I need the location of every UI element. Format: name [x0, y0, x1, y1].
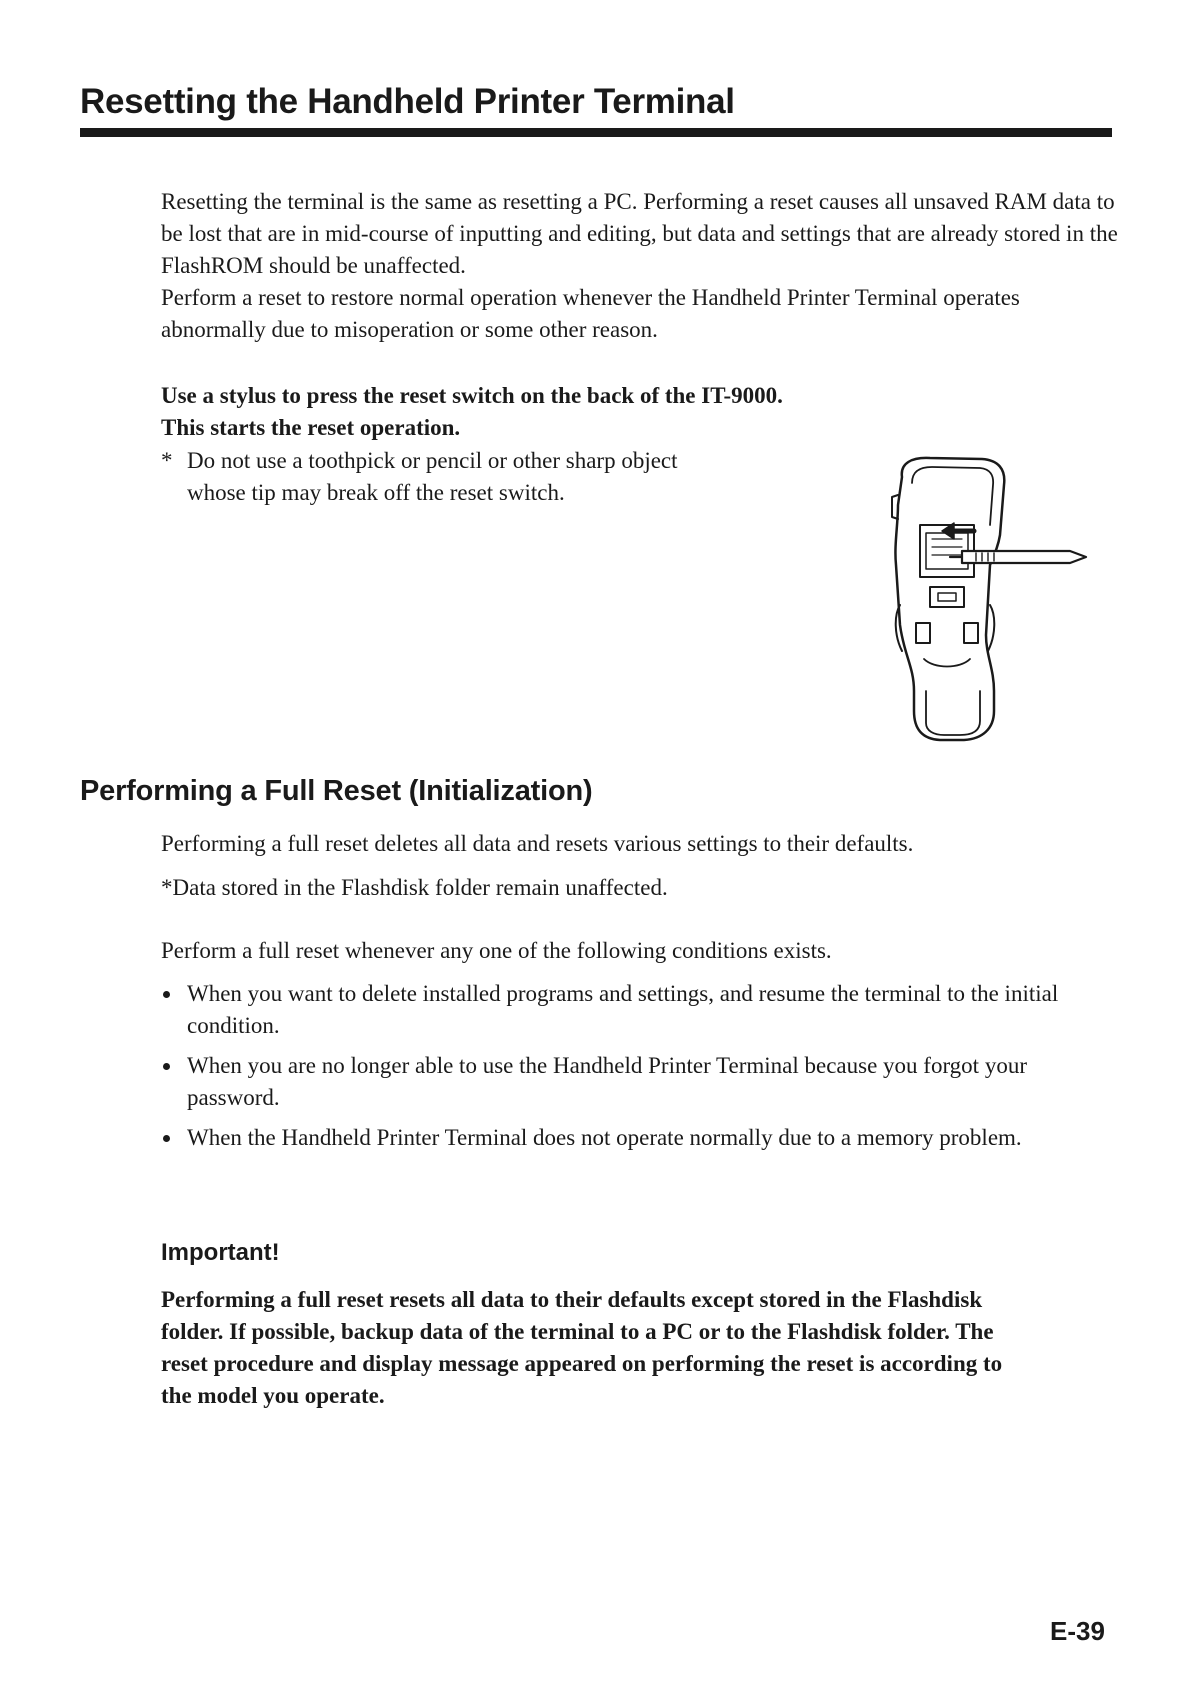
bullet-icon — [163, 1135, 170, 1142]
list-item-text: When you are no longer able to use the Handheld Printer Terminal because you forgot your password. — [187, 1053, 1027, 1110]
list-item — [161, 1050, 1121, 1114]
important-text: Performing a full reset resets all data to their defaults except stored in the Flashdisk folder. If possible, backup data of the terminal to a PC or to the Flashdisk folder. The reset procedure and display message appeared on performing the reset is according to the model you operate. — [161, 1287, 1003, 1408]
intro-paragraph-2: Perform a reset to restore normal operation whenever the Handheld Printer Terminal operates abnormally due to misoperation or some other reason. — [161, 285, 1020, 342]
page-number: E-39 — [1050, 1616, 1105, 1646]
full-reset-description: Performing a full reset deletes all data and resets various settings to their defaults. — [161, 831, 914, 856]
important-notice — [161, 1284, 1021, 1412]
list-item — [161, 1122, 1121, 1154]
handheld-terminal-back-with-stylus-icon — [890, 455, 1090, 745]
step-result: This starts the reset operation. — [161, 415, 461, 440]
list-item-text: When the Handheld Printer Terminal does not operate normally due to a memory problem. — [187, 1125, 1022, 1150]
conditions-intro: Perform a full reset whenever any one of the following conditions exists. — [161, 938, 832, 963]
flashdisk-note: *Data stored in the Flashdisk folder remain unaffected. — [161, 875, 668, 900]
list-item — [161, 978, 1121, 1042]
note-text: Do not use a toothpick or pencil or other sharp object whose tip may break off the reset switch. — [187, 448, 678, 505]
list-item-text: When you want to delete installed programs and settings, and resume the terminal to the initial condition. — [187, 981, 1059, 1038]
title-underline — [80, 128, 1112, 137]
note-asterisk: * — [161, 448, 173, 473]
intro-paragraph-1: Resetting the terminal is the same as resetting a PC. Performing a reset causes all unsaved RAM data to be lost that are in mid-course of inputting and editing, but data and settings that are already stored in the FlashROM should be unaffected. — [161, 189, 1118, 278]
reset-note — [161, 445, 721, 509]
bullet-icon — [163, 1063, 170, 1070]
bullet-icon — [163, 991, 170, 998]
important-heading: Important! — [161, 1239, 280, 1266]
intro-section — [161, 186, 1121, 346]
page-title: Resetting the Handheld Printer Terminal — [80, 82, 735, 121]
full-reset-heading: Performing a Full Reset (Initialization) — [80, 775, 593, 807]
reset-step — [161, 380, 981, 444]
step-instruction: Use a stylus to press the reset switch on the back of the IT-9000. — [161, 383, 783, 408]
conditions-list — [161, 978, 1121, 1162]
